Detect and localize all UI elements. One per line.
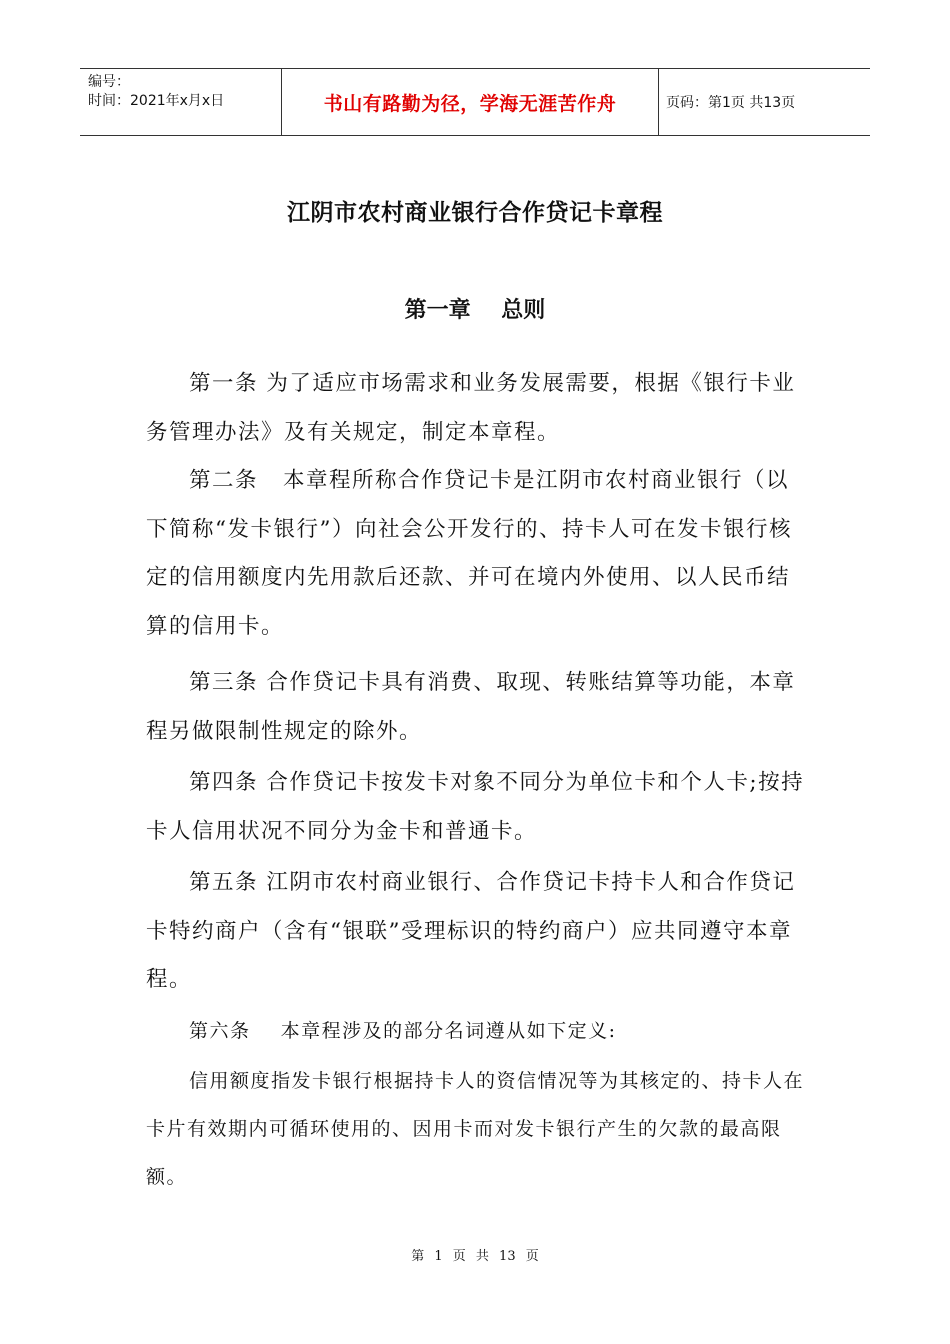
header-page-cell [659,69,870,135]
page-info: 页码：第1页 共13页 [666,95,796,111]
article-4: 第四条 合作贷记卡按发卡对象不同分为单位卡和个人卡;按持卡人信用状况不同分为金卡和普通卡。 [146,770,805,844]
article-3: 第三条 合作贷记卡具有消费、取现、转账结算等功能，本章程另做限制性规定的除外。 [146,670,796,744]
header-motto-cell [282,69,659,135]
chapter-title: 第一章 总则 [404,298,546,323]
document-title: 江阴市农村商业银行合作贷记卡章程 [287,200,663,226]
article-1: 第一条 为了适应市场需求和业务发展需要，根据《银行卡业务管理办法》及有关规定，制定本章程。 [146,371,796,445]
time-label: 时间：2021年x月x日 [88,93,225,109]
page-header [80,68,870,136]
article-6: 第六条 本章程涉及的部分名词遵从如下定义: [189,1020,617,1042]
definition-credit-limit: 信用额度指发卡银行根据持卡人的资信情况等为其核定的、持卡人在卡片有效期内可循环使用的、因用卡而对发卡银行产生的欠款的最高限额。 [146,1070,805,1188]
number-label: 编号： [88,74,130,90]
article-5: 第五条 江阴市农村商业银行、合作贷记卡持卡人和合作贷记卡特约商户（含有“银联”受理标识的特约商户）应共同遵守本章程。 [146,870,796,992]
header-meta-cell [80,69,282,135]
page-footer: 第 1 页 共 13 页 [411,1249,539,1264]
article-2: 第二条 本章程所称合作贷记卡是江阴市农村商业银行（以下简称“发卡银行”）向社会公开发行的、持卡人可在发卡银行核定的信用额度内先用款后还款、并可在境内外使用、以人民币结算的信用卡。 [146,468,792,639]
motto-text: 书山有路勤为径，学海无涯苦作舟 [323,92,617,115]
